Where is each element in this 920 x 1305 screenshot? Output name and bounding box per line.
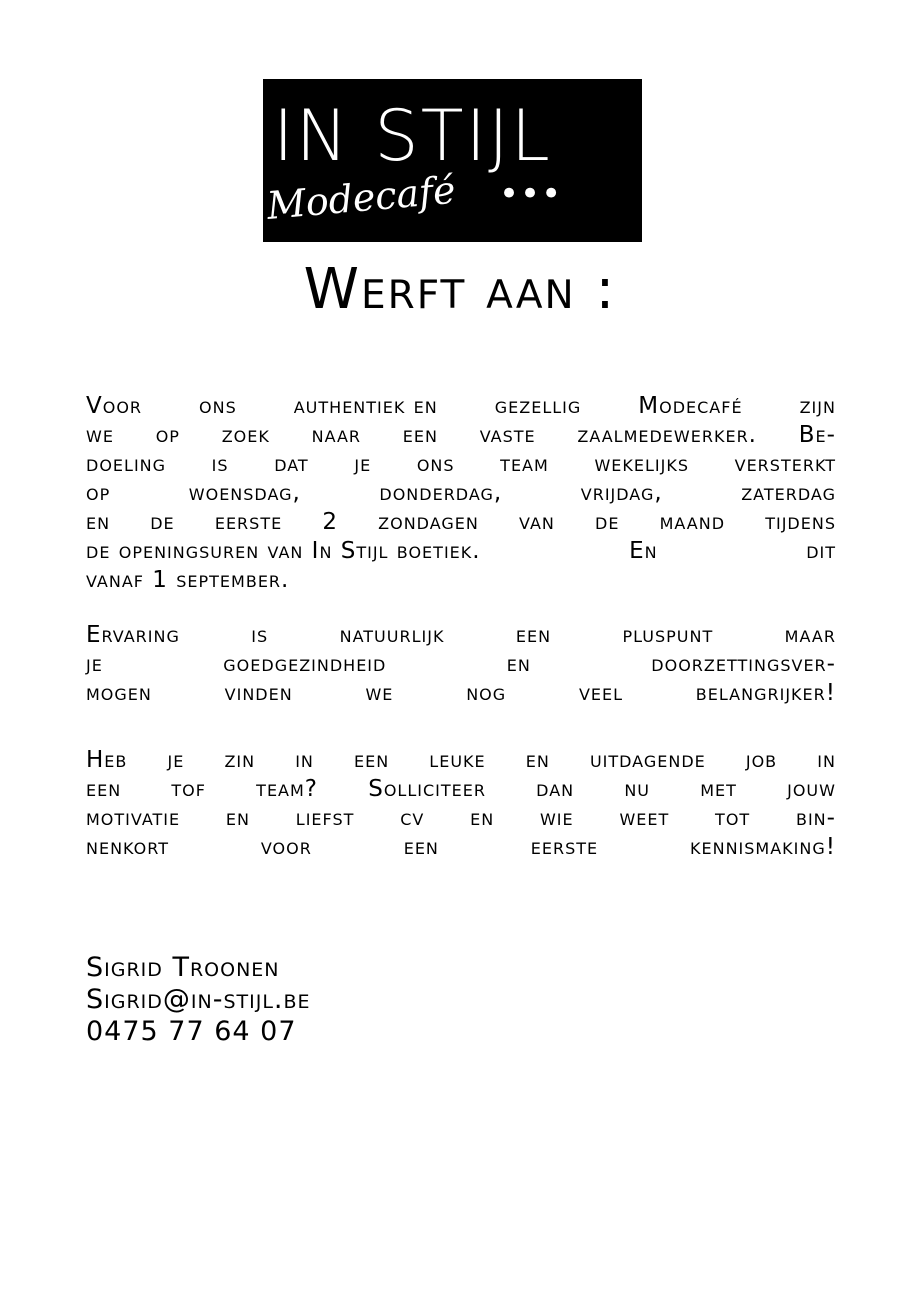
paragraph-word: versterkt — [734, 451, 836, 477]
paragraph-word: weet — [619, 805, 670, 831]
paragraph-word: job — [745, 747, 778, 773]
paragraph-word: maar — [784, 622, 836, 648]
paragraph-word: mogen — [86, 680, 152, 706]
paragraph-word: nenkort — [86, 834, 169, 860]
paragraph-word: zijn — [799, 393, 836, 419]
paragraph-word: ons — [199, 393, 237, 419]
paragraph-word: een — [515, 622, 552, 648]
contact-block — [86, 952, 311, 1048]
paragraph-word: je — [354, 451, 372, 477]
paragraph-word: we — [86, 422, 114, 448]
paragraph-word: maand — [659, 509, 726, 535]
paragraph-word: 2 — [322, 509, 338, 535]
paragraph-word: je — [86, 651, 103, 677]
paragraph-line — [86, 679, 836, 708]
paragraph-word: dan — [536, 776, 575, 802]
paragraph-word: en — [470, 805, 495, 831]
paragraph-word: in — [817, 747, 836, 773]
paragraph-word: veel — [578, 680, 624, 706]
paragraph-intro — [86, 392, 836, 595]
paragraph-word: wie — [539, 805, 574, 831]
paragraph-word: in — [295, 747, 314, 773]
paragraph-line — [86, 479, 836, 508]
paragraph-word: een — [402, 422, 438, 448]
paragraph-word: tot — [715, 805, 751, 831]
paragraph-word: is — [211, 451, 229, 477]
paragraph-word: eerste — [530, 834, 599, 860]
paragraph-word: zaterdag — [741, 480, 836, 506]
paragraph-word: eerste — [214, 509, 283, 535]
contact-email[interactable]: Sigrid@in-stijl.be — [86, 984, 311, 1015]
paragraph-word: we — [365, 680, 394, 706]
paragraph-word: dat — [274, 451, 309, 477]
paragraph-word: de openingsuren van In Stijl boetiek. — [86, 538, 481, 564]
paragraph-word: bin- — [795, 805, 836, 831]
paragraph-line — [86, 833, 836, 862]
contact-name: Sigrid Troonen — [86, 952, 280, 983]
paragraph-word: wekelijks — [594, 451, 689, 477]
paragraph-word: nog — [466, 680, 507, 706]
paragraph-word: vrijdag, — [580, 480, 663, 506]
paragraph-word: zoek — [221, 422, 270, 448]
paragraph-word: Voor — [86, 393, 143, 419]
paragraph-word: een — [354, 747, 390, 773]
paragraph-line — [86, 746, 836, 775]
paragraph-line — [86, 621, 836, 650]
paragraph-word: woensdag, — [188, 480, 301, 506]
paragraph-word: is — [251, 622, 269, 648]
paragraph-word: vanaf 1 september. — [86, 567, 290, 593]
paragraph-line — [86, 537, 836, 566]
paragraph-word: nu — [624, 776, 651, 802]
paragraph-word: en — [506, 651, 531, 677]
paragraph-line — [86, 566, 836, 595]
paragraph-word: tof — [171, 776, 206, 802]
paragraph-word: van — [519, 509, 555, 535]
contact-phone[interactable]: 0475 77 64 07 — [86, 1016, 297, 1047]
paragraph-word: zin — [224, 747, 256, 773]
paragraph-word: Be- — [798, 422, 836, 448]
paragraph-word: uitdagende — [589, 747, 706, 773]
paragraph-word: natuurlijk — [339, 622, 445, 648]
paragraph-word: doeling — [86, 451, 167, 477]
paragraph-word: ons — [416, 451, 455, 477]
paragraph-word: naar — [311, 422, 362, 448]
paragraph-line — [86, 775, 836, 804]
logo-sub-text: Modecafé — [265, 167, 458, 229]
logo-main-text: IN STIJL — [273, 95, 552, 177]
paragraph-word: een — [403, 834, 439, 860]
paragraph-word: cv — [400, 805, 425, 831]
paragraph-word: met — [700, 776, 737, 802]
paragraph-word: de — [150, 509, 175, 535]
paragraph-experience — [86, 621, 836, 708]
paragraph-word: motivatie — [86, 805, 181, 831]
paragraph-word: vinden — [224, 680, 293, 706]
paragraph-word: En — [629, 538, 658, 564]
in-stijl-logo — [263, 79, 642, 242]
paragraph-line — [86, 650, 836, 679]
paragraph-word: pluspunt — [622, 622, 714, 648]
paragraph-word: de — [595, 509, 620, 535]
paragraph-word: zondagen — [378, 509, 479, 535]
paragraph-word: Heb — [86, 747, 128, 773]
paragraph-word: kennismaking! — [690, 834, 836, 860]
paragraph-word: belangrijker! — [695, 680, 836, 706]
paragraph-word: team? — [256, 776, 319, 802]
paragraph-word: doorzettingsver- — [651, 651, 836, 677]
paragraph-word: dit — [806, 538, 836, 564]
paragraph-line — [86, 421, 836, 450]
paragraph-line — [86, 450, 836, 479]
paragraph-word: vaste — [479, 422, 536, 448]
paragraph-word: Modecafé — [638, 393, 743, 419]
paragraph-word: Ervaring — [86, 622, 180, 648]
paragraph-word: op — [155, 422, 180, 448]
paragraph-word: Solliciteer — [368, 776, 486, 802]
paragraph-word: zaalmedewerker. — [577, 422, 757, 448]
paragraph-word: tijdens — [765, 509, 836, 535]
paragraph-word: en — [225, 805, 250, 831]
paragraph-word: voor — [260, 834, 312, 860]
paragraph-word: donderdag, — [379, 480, 503, 506]
paragraph-word: jouw — [787, 776, 836, 802]
paragraph-line — [86, 392, 836, 421]
paragraph-word: goedgezindheid — [223, 651, 387, 677]
headline: Werft aan : — [303, 257, 617, 322]
paragraph-word: op — [86, 480, 111, 506]
logo-dots: ••• — [499, 174, 563, 214]
paragraph-word: je — [167, 747, 185, 773]
paragraph-word: leuke — [429, 747, 486, 773]
paragraph-word: gezellig — [494, 393, 582, 419]
paragraph-line — [86, 804, 836, 833]
paragraph-word: een — [86, 776, 122, 802]
paragraph-apply — [86, 746, 836, 862]
paragraph-word: liefst — [295, 805, 355, 831]
paragraph-word: team — [500, 451, 549, 477]
paragraph-word: en — [525, 747, 550, 773]
paragraph-word: authentiek en — [293, 393, 438, 419]
paragraph-word: en — [86, 509, 111, 535]
paragraph-line — [86, 508, 836, 537]
